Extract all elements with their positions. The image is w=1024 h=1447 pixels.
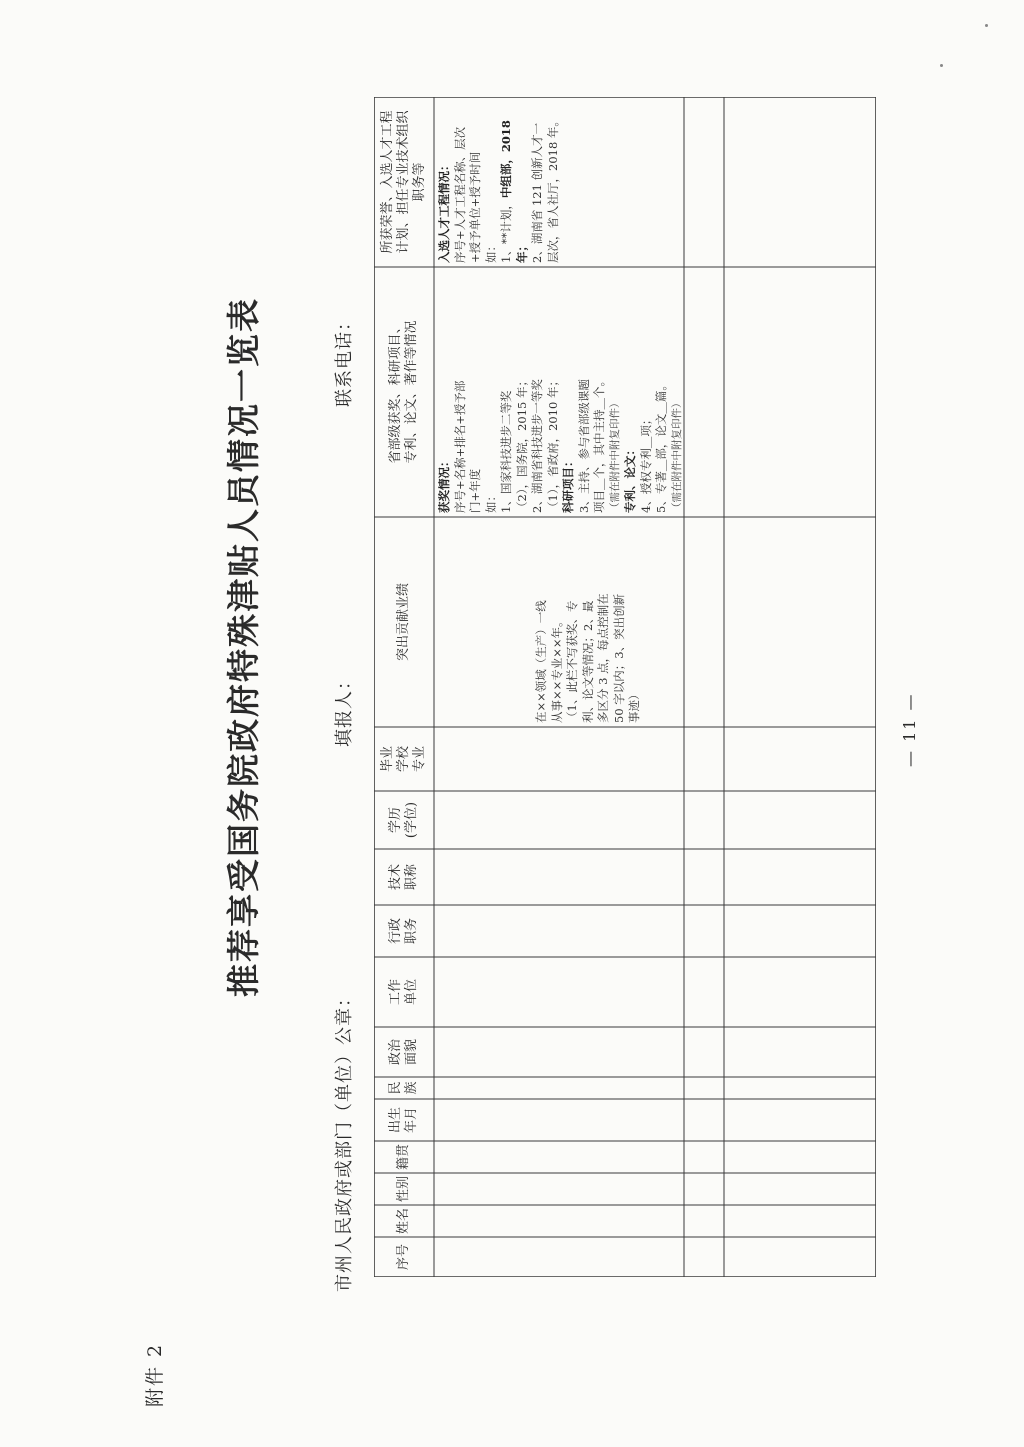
attachment-label: 附件 2 bbox=[144, 1342, 166, 1407]
contribution-line: 多区分 3 点，每点控制在 bbox=[596, 593, 610, 723]
col-header-birth: 出生 年月 bbox=[388, 1107, 419, 1134]
page-title: 推荐享受国务院政府特殊津贴人员情况一览表 bbox=[224, 297, 263, 997]
phone-label: 联系电话： bbox=[334, 312, 355, 407]
research-line: 项目＿个，其中主持＿个。 bbox=[592, 375, 606, 513]
patents-heading: 专利、论文： bbox=[623, 444, 637, 513]
col-header-education: 学历 (学位) bbox=[388, 801, 419, 839]
awards-line: （1），省政府，2010 年； bbox=[545, 375, 560, 513]
col-header-school-major: 毕业 学校 专业 bbox=[380, 746, 427, 773]
honors-line: 层次，省人社厅，2018 年。 bbox=[545, 115, 560, 263]
contribution-line: 在××领域（生产）一线 bbox=[534, 600, 548, 723]
awards-line: 2、湖南省科技进步一等奖 bbox=[530, 379, 544, 513]
honors-example-program: 1、**计划， bbox=[499, 198, 513, 263]
patents-line: 4、授权专利＿项； bbox=[638, 413, 653, 513]
research-note: （需在附件中附复印件） bbox=[608, 397, 621, 513]
col-header-native-place: 籍贯 bbox=[396, 1144, 411, 1171]
contribution-cell bbox=[534, 521, 643, 723]
col-header-contribution: 突出贡献业绩 bbox=[396, 583, 411, 662]
patents-line: 5、专著＿部，论文＿篇。 bbox=[654, 379, 668, 513]
awards-heading: 获奖情况： bbox=[437, 455, 451, 513]
awards-line: （2），国务院，2015 年； bbox=[514, 375, 529, 513]
contribution-line: 从事××专业××年。 bbox=[549, 615, 564, 723]
honors-line: 年； bbox=[514, 240, 529, 263]
col-header-index: 序号 bbox=[396, 1244, 411, 1271]
contribution-line: （1、此栏不写获奖、专 bbox=[565, 600, 579, 723]
col-header-honors: 所获荣誉、入选人才工程 计划、担任专业技术组织 职务等 bbox=[380, 110, 427, 254]
col-header-gender: 性别 bbox=[396, 1176, 411, 1203]
research-heading: 科研项目： bbox=[561, 455, 575, 513]
awards-line: 序号+名称+排名+授予部 bbox=[452, 380, 467, 513]
scan-speck bbox=[940, 64, 943, 67]
honors-line: 序号+人才工程名称、层次 bbox=[452, 126, 467, 263]
col-header-awards: 省部级获奖、科研项目、 专利、论文、著作等情况 bbox=[388, 320, 419, 464]
honors-line: 如： bbox=[483, 240, 498, 263]
awards-cell bbox=[437, 271, 685, 513]
research-line: 3、主持、参与省部级课题 bbox=[576, 379, 591, 513]
awards-line: 1、国家科技进步二等奖 bbox=[499, 390, 513, 513]
honors-line bbox=[499, 101, 515, 263]
honors-heading: 入选人才工程情况： bbox=[437, 159, 451, 263]
contribution-line: 事迹） bbox=[627, 688, 641, 723]
col-header-tech-title: 技术 职称 bbox=[388, 864, 419, 891]
honors-cell bbox=[437, 101, 561, 263]
col-header-ethnicity: 民 族 bbox=[388, 1081, 419, 1095]
col-header-political-status: 政治 面貌 bbox=[388, 1039, 419, 1066]
contribution-line: 利、论文等情况；2、最 bbox=[580, 600, 595, 723]
awards-line: 如： bbox=[483, 490, 498, 513]
honors-line: 2、湖南省 121 创新人才一 bbox=[530, 122, 544, 263]
col-header-employer: 工作 单位 bbox=[388, 979, 419, 1006]
contribution-line: 50 字以内；3、突出创新 bbox=[611, 593, 626, 723]
col-header-admin-position: 行政 职务 bbox=[388, 918, 419, 945]
honors-line: +授予单位+授予时间 bbox=[468, 151, 482, 263]
awards-line: 门+年度 bbox=[468, 468, 482, 513]
nominee-table bbox=[374, 97, 876, 1277]
col-header-name: 姓名 bbox=[396, 1208, 411, 1235]
patents-note: （需在附件中附复印件） bbox=[670, 397, 683, 513]
page-number: — 11 — bbox=[900, 692, 919, 767]
filler-label: 填报人： bbox=[334, 671, 355, 747]
honors-example-org: 中组部，2018 bbox=[499, 120, 513, 199]
scan-speck bbox=[985, 24, 988, 27]
unit-seal-label: 市州人民政府或部门（单位）公章： bbox=[334, 988, 355, 1292]
